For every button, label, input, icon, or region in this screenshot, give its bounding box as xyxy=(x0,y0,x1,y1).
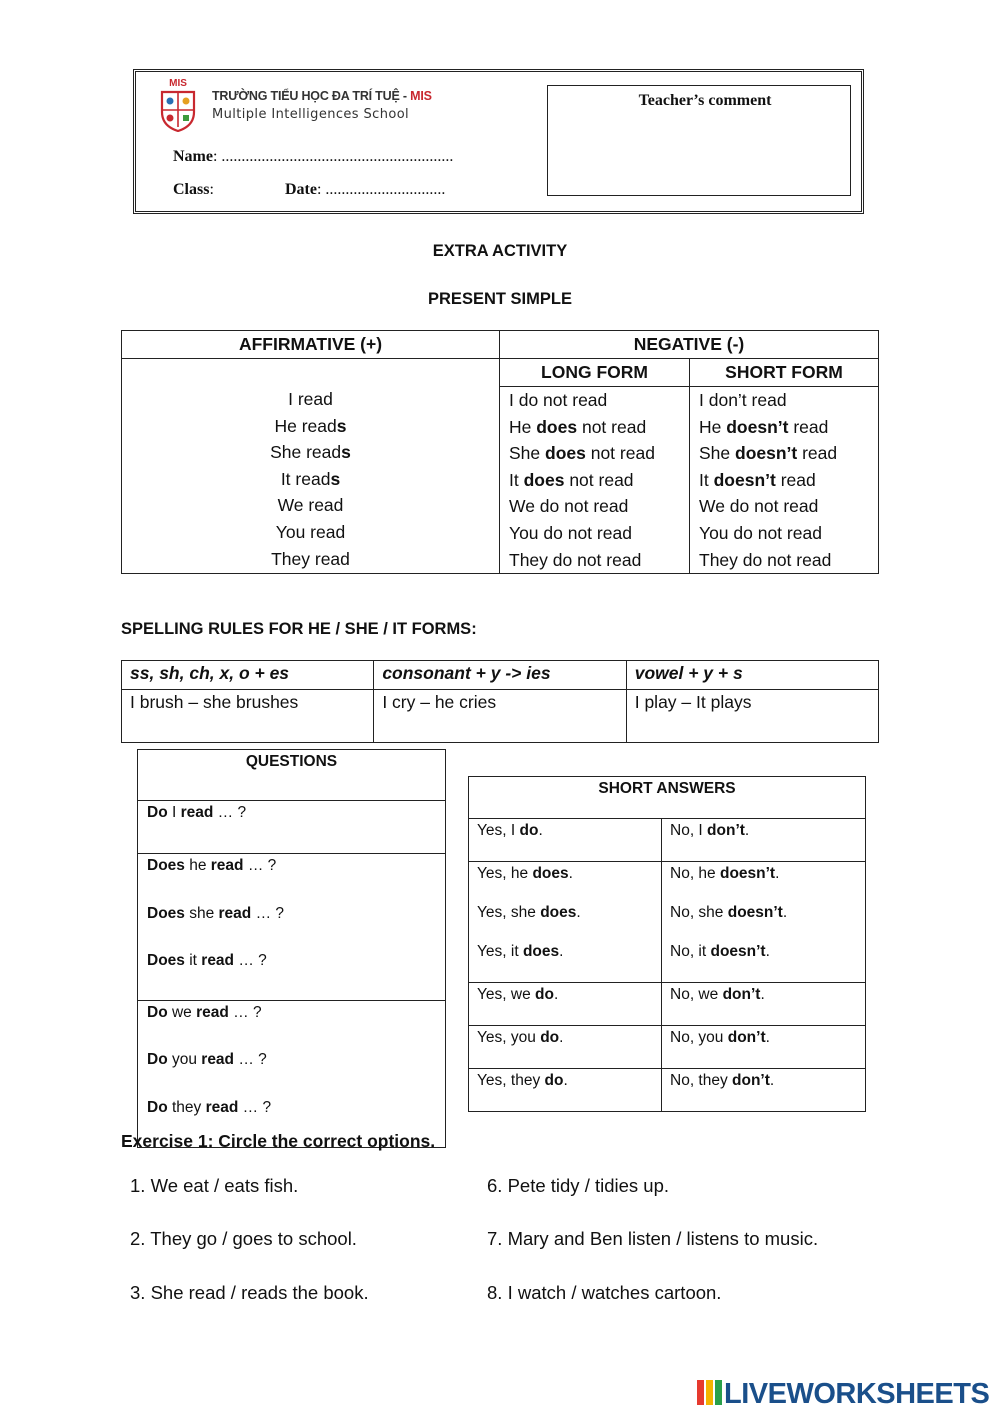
answer-text: No, he xyxy=(670,865,720,882)
affirmative-line xyxy=(122,413,499,440)
long-form-line-text: not read xyxy=(577,416,647,437)
answer-period: . xyxy=(765,943,770,960)
affirmative-line-bold: s xyxy=(341,442,351,463)
class-field: Class: xyxy=(173,181,214,198)
long-form-header: LONG FORM xyxy=(500,359,690,387)
short-form-line-text: It xyxy=(699,469,714,490)
affirmative-line-text: He read xyxy=(274,415,337,436)
short-form-line-bold: doesn’t xyxy=(713,469,776,490)
answer-period: . xyxy=(765,1029,770,1046)
answer-text: No, I xyxy=(670,822,708,839)
long-form-line xyxy=(509,440,689,467)
answer-no-cell xyxy=(662,1069,866,1112)
affirmative-line-text: It read xyxy=(280,468,331,489)
answer-yes xyxy=(477,904,653,943)
affirmative-line-bold: s xyxy=(336,415,347,436)
short-form-cell xyxy=(690,387,879,574)
long-form-line-bold: does xyxy=(536,416,578,437)
long-form-cell xyxy=(500,387,690,574)
long-form-line-bold: does xyxy=(545,443,586,464)
answer-period: . xyxy=(568,865,573,882)
short-form-line-text: We do not read xyxy=(699,496,819,517)
long-form-line-text: not read xyxy=(564,469,634,490)
answer-yes-cell xyxy=(469,862,662,983)
aff-header: AFFIRMATIVE (+) xyxy=(122,331,500,359)
long-form-line-text: You do not read xyxy=(509,522,632,543)
spelling-title: SPELLING RULES FOR HE / SHE / IT FORMS: xyxy=(121,620,477,638)
spelling-example: I play – It plays xyxy=(626,690,878,743)
affirmative-line-text: They read xyxy=(271,548,350,569)
affirmative-line xyxy=(122,492,499,519)
affirmative-line-bold: s xyxy=(330,468,341,489)
affirmative-line xyxy=(122,519,499,546)
answer-period: . xyxy=(782,904,788,921)
question-end: … ? xyxy=(234,1051,267,1068)
answer-bold: does xyxy=(532,865,569,882)
question-subject: you xyxy=(167,1051,202,1068)
question-verb: read xyxy=(205,1098,239,1116)
short-form-header: SHORT FORM xyxy=(690,359,879,387)
answer-bold: does xyxy=(540,904,577,921)
question-verb: read xyxy=(196,1003,229,1021)
short-form-line xyxy=(699,520,878,547)
answer-text: Yes, we xyxy=(477,986,536,1003)
answer-no-cell xyxy=(662,983,866,1026)
spelling-example: I cry – he cries xyxy=(374,690,626,743)
answer-period: . xyxy=(553,986,559,1003)
name-field: Name: .......................................................... xyxy=(173,148,454,165)
short-form-line-text: read xyxy=(775,469,816,490)
question-line xyxy=(147,1004,436,1052)
answer-no xyxy=(670,1029,857,1068)
liveworksheets-watermark: LIVEWORKSHEETS xyxy=(724,1378,990,1410)
question-subject: I xyxy=(167,804,181,821)
exercise-item: 7. Mary and Ben listen / listens to music. xyxy=(487,1228,819,1249)
affirmative-line xyxy=(122,546,499,573)
answer-yes-cell xyxy=(469,1026,662,1069)
affirmative-line-text: We read xyxy=(277,495,344,516)
answer-period: . xyxy=(559,943,564,960)
long-form-line-text: It xyxy=(509,469,524,490)
long-form-line-text: She xyxy=(509,443,545,464)
question-subject: it xyxy=(184,952,202,969)
answer-bold: don’t xyxy=(722,986,761,1003)
answer-yes-cell xyxy=(469,983,662,1026)
short-form-line xyxy=(699,467,878,494)
main-title: EXTRA ACTIVITY xyxy=(432,242,568,260)
answer-bold: does xyxy=(522,943,560,960)
answer-yes-cell xyxy=(469,1069,662,1112)
answer-yes xyxy=(477,943,653,982)
answer-no xyxy=(670,865,857,904)
question-end: … ? xyxy=(213,804,247,821)
exercise-item: 1. We eat / eats fish. xyxy=(130,1175,299,1196)
question-subject: we xyxy=(167,1003,197,1021)
short-answers-table xyxy=(468,776,866,1112)
short-form-line-bold: doesn’t xyxy=(726,416,789,437)
spelling-header: vowel + y + s xyxy=(626,661,878,690)
short-form-line-bold: doesn’t xyxy=(735,443,798,464)
answer-bold: do xyxy=(544,1072,564,1089)
answer-no xyxy=(670,822,857,861)
liveworksheets-logo-icon xyxy=(697,1380,722,1405)
answer-no-cell xyxy=(662,819,866,862)
answer-yes-cell xyxy=(469,819,662,862)
sub-title: PRESENT SIMPLE xyxy=(428,290,572,308)
answer-bold: do xyxy=(519,822,539,839)
answer-no xyxy=(670,986,857,1025)
long-form-line xyxy=(509,387,689,414)
long-form-line xyxy=(509,414,689,441)
questions-group xyxy=(138,854,446,1001)
exercise-item: 3. She read / reads the book. xyxy=(130,1282,369,1303)
answer-no xyxy=(670,904,857,943)
question-line xyxy=(147,1051,436,1099)
answer-text: No, you xyxy=(670,1029,728,1046)
answer-yes xyxy=(477,822,653,861)
affirmative-line xyxy=(122,466,499,493)
short-form-line-text: He xyxy=(699,416,727,437)
answer-text: Yes, they xyxy=(477,1072,545,1089)
answer-text: Yes, he xyxy=(477,865,533,882)
question-end: … ? xyxy=(238,1098,272,1116)
answer-no xyxy=(670,1072,857,1111)
question-end: … ? xyxy=(243,857,277,874)
question-line xyxy=(147,857,436,905)
short-form-line xyxy=(699,387,878,414)
question-subject: he xyxy=(184,857,211,874)
question-end: … ? xyxy=(228,1003,262,1021)
question-aux: Do xyxy=(147,1098,168,1116)
answer-yes xyxy=(477,986,653,1025)
spelling-table xyxy=(121,660,879,743)
affirmative-line-text: I read xyxy=(288,389,333,409)
answer-text: Yes, it xyxy=(477,943,523,960)
question-aux: Do xyxy=(147,804,168,821)
short-form-line xyxy=(699,493,878,520)
spelling-header: consonant + y -> ies xyxy=(374,661,626,690)
question-aux: Do xyxy=(147,1051,168,1068)
spelling-example: I brush – she brushes xyxy=(122,690,374,743)
school-name-en: Multiple Intelligences School xyxy=(212,107,410,122)
answer-text: Yes, I xyxy=(477,822,520,839)
answer-period: . xyxy=(775,865,780,882)
logo-text: MIS xyxy=(169,78,187,89)
neg-header: NEGATIVE (-) xyxy=(500,331,879,359)
answer-text: Yes, she xyxy=(477,904,541,921)
question-end: … ? xyxy=(234,952,267,969)
answer-no-cell xyxy=(662,1026,866,1069)
date-field: Date: .............................. xyxy=(285,181,446,198)
long-form-line xyxy=(509,547,689,574)
question-subject: she xyxy=(184,904,219,922)
questions-title: QUESTIONS xyxy=(138,750,446,801)
question-verb: read xyxy=(180,804,214,821)
answer-bold: do xyxy=(540,1029,560,1046)
school-name-vn: TRƯỜNG TIỂU HỌC ĐA TRÍ TUỆ - MIS xyxy=(212,89,432,103)
grammar-table xyxy=(121,330,879,574)
short-form-line-text: I don’t read xyxy=(699,390,787,410)
question-aux: Does xyxy=(147,952,185,969)
question-end: … ? xyxy=(251,904,284,922)
short-form-line-text: read xyxy=(788,416,829,437)
question-verb: read xyxy=(210,857,244,874)
answer-bold: doesn’t xyxy=(719,865,776,882)
questions-group xyxy=(138,801,446,854)
short-form-line xyxy=(699,547,878,574)
answer-period: . xyxy=(769,1072,775,1089)
answer-bold: doesn’t xyxy=(710,943,766,960)
answer-period: . xyxy=(559,1029,564,1046)
answer-bold: don’t xyxy=(732,1072,770,1089)
answer-yes xyxy=(477,1072,653,1111)
answer-text: No, she xyxy=(670,904,728,921)
exercise-item: 2. They go / goes to school. xyxy=(130,1228,357,1249)
questions-table xyxy=(137,749,446,1148)
answer-no xyxy=(670,943,857,982)
question-aux: Do xyxy=(147,1003,168,1021)
long-form-line-text: He xyxy=(509,416,537,437)
long-form-line-text: We do not read xyxy=(509,496,629,517)
long-form-line-text: not read xyxy=(585,443,655,464)
question-verb: read xyxy=(201,952,235,969)
answer-text: No, they xyxy=(670,1072,733,1089)
affirmative-cell xyxy=(122,359,500,574)
long-form-line-text: I do not read xyxy=(509,390,608,410)
answer-period: . xyxy=(538,822,543,839)
short-form-line xyxy=(699,414,878,441)
short-form-line-text: She xyxy=(699,443,735,464)
answer-yes xyxy=(477,1029,653,1068)
answer-text: Yes, you xyxy=(477,1029,541,1046)
affirmative-line xyxy=(122,386,499,413)
question-line xyxy=(147,804,436,844)
long-form-line-bold: does xyxy=(523,469,565,490)
question-verb: read xyxy=(218,904,252,922)
long-form-line-text: They do not read xyxy=(509,549,642,570)
question-subject: they xyxy=(167,1098,206,1116)
spelling-header: ss, sh, ch, x, o + es xyxy=(122,661,374,690)
short-answers-title: SHORT ANSWERS xyxy=(469,777,866,819)
questions-group xyxy=(138,1000,446,1147)
answer-no-cell xyxy=(662,862,866,983)
exercise-item: 8. I watch / watches cartoon. xyxy=(487,1282,722,1303)
answer-period: . xyxy=(744,822,750,839)
question-line xyxy=(147,905,436,953)
answer-bold: don’t xyxy=(727,1029,766,1046)
teacher-comment-title: Teacher’s comment xyxy=(638,92,772,109)
affirmative-line xyxy=(122,439,499,466)
answer-bold: don’t xyxy=(707,822,745,839)
question-aux: Does xyxy=(147,857,185,874)
question-line xyxy=(147,952,436,1000)
question-aux: Does xyxy=(147,904,185,922)
answer-text: No, it xyxy=(670,943,711,960)
answer-period: . xyxy=(760,986,765,1003)
school-logo-icon xyxy=(159,82,197,132)
affirmative-line-text: You read xyxy=(275,521,346,542)
exercise-item: 6. Pete tidy / tidies up. xyxy=(487,1175,670,1196)
short-form-line-text: You do not read xyxy=(699,522,822,543)
answer-yes xyxy=(477,865,653,904)
answer-bold: do xyxy=(535,986,554,1003)
short-form-line-text: They do not read xyxy=(699,549,832,570)
short-form-line xyxy=(699,440,878,467)
short-form-line-text: read xyxy=(797,443,838,464)
long-form-line xyxy=(509,467,689,494)
long-form-line xyxy=(509,493,689,520)
answer-period: . xyxy=(563,1072,568,1089)
answer-text: No, we xyxy=(670,986,723,1003)
long-form-line xyxy=(509,520,689,547)
question-verb: read xyxy=(201,1051,235,1068)
answer-period: . xyxy=(576,904,581,921)
answer-bold: doesn’t xyxy=(727,904,783,921)
affirmative-line-text: She read xyxy=(270,442,342,463)
exercise-title: Exercise 1: Circle the correct options. xyxy=(121,1131,436,1151)
